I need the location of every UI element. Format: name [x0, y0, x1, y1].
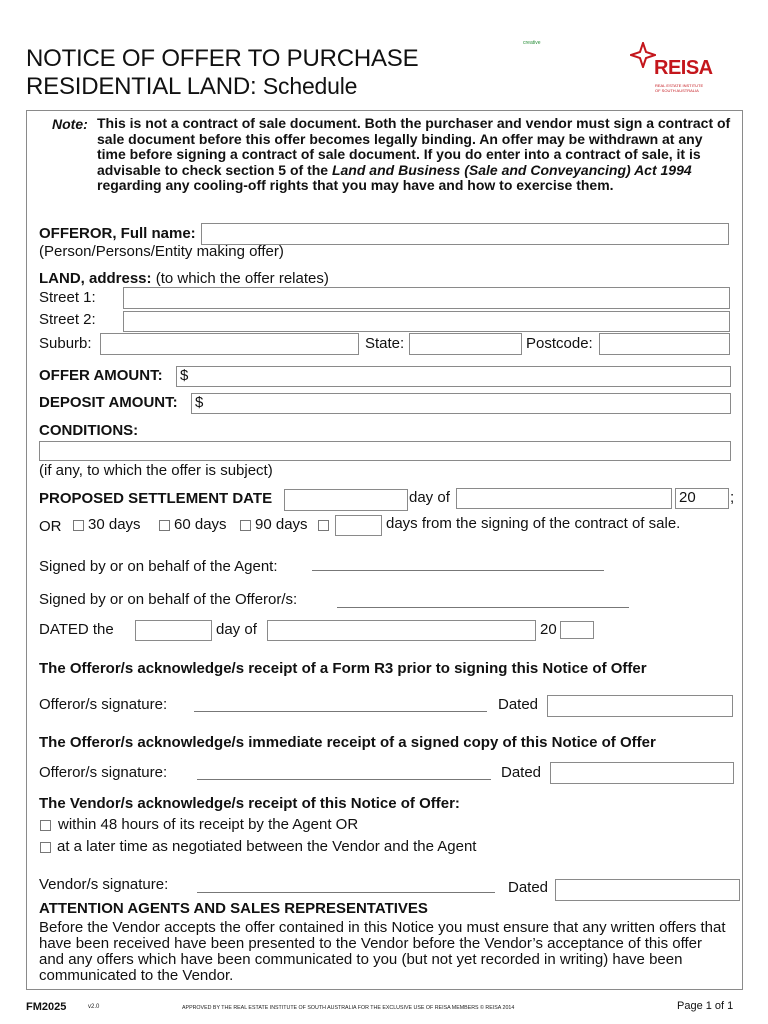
dated-year-field[interactable]	[560, 621, 594, 639]
footer-page-number: Page 1 of 1	[677, 1000, 734, 1012]
creative-mark: creative	[523, 40, 541, 46]
land-label: LAND, address:	[39, 270, 152, 287]
offer-amount-field[interactable]	[176, 366, 731, 387]
note-act-name: Land and Business (Sale and Conveyancing) Act 1994	[331, 161, 692, 178]
deposit-amount-label: DEPOSIT AMOUNT:	[39, 394, 178, 411]
ack-copy-dated-label: Dated	[501, 764, 542, 781]
page-subtitle-schedule: Schedule	[262, 73, 358, 99]
settlement-day-field[interactable]	[284, 489, 408, 511]
ack-copy-signature-line[interactable]	[197, 779, 491, 780]
offer-amount-label: OFFER AMOUNT:	[39, 367, 163, 384]
offeror-signature-label: Signed by or on behalf of the Offeror/s:	[39, 591, 298, 608]
settlement-label: PROPOSED SETTLEMENT DATE	[39, 490, 273, 507]
ack-r3-signature-label: Offeror/s signature:	[39, 696, 168, 713]
street2-label: Street 2:	[39, 311, 96, 328]
suburb-label: Suburb:	[39, 335, 92, 352]
ack-copy-signature-label: Offeror/s signature:	[39, 764, 168, 781]
logo-subtitle: REAL ESTATE INSTITUTE OF SOUTH AUSTRALIA	[655, 83, 704, 93]
street1-field[interactable]	[123, 287, 730, 309]
note-text-part1: This is not a contract of sale document. Both the purchaser and vendor must sign a contract of sale document before this offer becomes legally binding. An offer may be withdrawn at any time before signing a contract of sale document. If you do enter into a contract of sale, it is advisable to check section 5 of the	[97, 115, 731, 178]
deposit-amount-currency: $	[195, 394, 204, 411]
settlement-90-days-label: 90 days	[255, 516, 308, 533]
vendor-dated-label: Dated	[508, 879, 549, 896]
page-title-text: RESIDENTIAL LAND:	[26, 73, 257, 100]
offer-amount-currency: $	[180, 367, 189, 384]
deposit-amount-field[interactable]	[191, 393, 731, 414]
settlement-custom-days-field[interactable]	[335, 515, 382, 536]
dated-year-prefix: 20	[540, 621, 557, 638]
page-title-line1: NOTICE OF OFFER TO PURCHASE	[26, 45, 419, 72]
settlement-days-suffix: days from the signing of the contract of sale.	[386, 515, 681, 532]
reisa-star-icon	[630, 42, 656, 68]
street1-label: Street 1:	[39, 289, 96, 306]
footer-approval: APPROVED BY THE REAL ESTATE INSTITUTE OF SOUTH AUSTRALIA FOR THE EXCLUSIVE USE OF REISA MEMBERS © REISA 2014	[182, 1005, 515, 1011]
land-label-note: (to which the offer relates)	[155, 270, 329, 287]
offeror-name-field[interactable]	[201, 223, 729, 245]
postcode-field[interactable]	[599, 333, 730, 355]
postcode-label: Postcode:	[526, 335, 593, 352]
settlement-year-field[interactable]: 20	[675, 488, 729, 509]
note-text-part2: regarding any cooling-off rights that you may have and how to exercise them.	[97, 177, 614, 193]
ack-r3-dated-label: Dated	[498, 696, 539, 713]
footer-version: v2.0	[88, 1004, 100, 1010]
street2-field[interactable]	[123, 311, 730, 332]
logo-wordmark: REISA	[654, 57, 713, 79]
note-label: Note:	[52, 116, 88, 132]
settlement-month-field[interactable]	[456, 488, 672, 509]
vendor-dated-field[interactable]	[555, 879, 740, 901]
ack-r3-dated-field[interactable]	[547, 695, 733, 717]
state-field[interactable]	[409, 333, 522, 355]
vendor-signature-line[interactable]	[197, 892, 495, 893]
vendor-signature-label: Vendor/s signature:	[39, 876, 169, 893]
offeror-sublabel: (Person/Persons/Entity making offer)	[39, 243, 284, 260]
settlement-30-days-label: 30 days	[88, 516, 141, 533]
settlement-or-label: OR	[39, 518, 62, 535]
page-title-line2	[26, 73, 357, 100]
state-label: State:	[365, 335, 405, 352]
settlement-30-days-checkbox[interactable]	[73, 520, 84, 531]
settlement-60-days-label: 60 days	[174, 516, 227, 533]
vendor-ack-48-hours-checkbox[interactable]	[40, 820, 51, 831]
offeror-label: OFFEROR, Full name:	[39, 225, 196, 242]
footer-form-code: FM2025	[26, 1001, 67, 1013]
vendor-ack-later-checkbox[interactable]	[40, 842, 51, 853]
vendor-ack-48-hours-label: within 48 hours of its receipt by the Agent OR	[58, 816, 359, 833]
dated-month-field[interactable]	[267, 620, 536, 641]
settlement-semicolon: ;	[730, 489, 735, 506]
ack-r3-heading: The Offeror/s acknowledge/s receipt of a Form R3 prior to signing this Notice of Offer	[39, 660, 647, 677]
settlement-day-of: day of	[409, 489, 450, 506]
ack-r3-signature-line[interactable]	[194, 711, 487, 712]
dated-day-of: day of	[216, 621, 257, 638]
dated-the-label: DATED the	[39, 621, 114, 638]
suburb-field[interactable]	[100, 333, 359, 355]
reisa-logo	[628, 38, 728, 98]
ack-copy-dated-field[interactable]	[550, 762, 734, 784]
settlement-custom-days-checkbox[interactable]	[318, 520, 329, 531]
conditions-field[interactable]	[39, 441, 731, 461]
settlement-90-days-checkbox[interactable]	[240, 520, 251, 531]
attention-heading: ATTENTION AGENTS AND SALES REPRESENTATIVES	[39, 900, 428, 917]
vendor-ack-later-label: at a later time as negotiated between the Vendor and the Agent	[57, 838, 477, 855]
land-label-row	[39, 270, 329, 288]
dated-day-field[interactable]	[135, 620, 212, 641]
settlement-60-days-checkbox[interactable]	[159, 520, 170, 531]
ack-copy-heading: The Offeror/s acknowledge/s immediate receipt of a signed copy of this Notice of Offer	[39, 734, 656, 751]
note-text	[97, 116, 733, 194]
conditions-sublabel: (if any, to which the offer is subject)	[39, 462, 273, 479]
agent-signature-label: Signed by or on behalf of the Agent:	[39, 558, 278, 575]
vendor-ack-heading: The Vendor/s acknowledge/s receipt of this Notice of Offer:	[39, 795, 460, 812]
agent-signature-line[interactable]	[312, 570, 604, 571]
attention-text: Before the Vendor accepts the offer contained in this Notice you must ensure that any written offers that have been received have been presented to the Vendor before the Vendor’s acceptance of this offer and any offers which have been communicated to you (but not yet recorded in writing) have been communicated to the Vendor.	[39, 919, 726, 984]
offeror-signature-line[interactable]	[337, 607, 629, 608]
conditions-label: CONDITIONS:	[39, 422, 139, 439]
